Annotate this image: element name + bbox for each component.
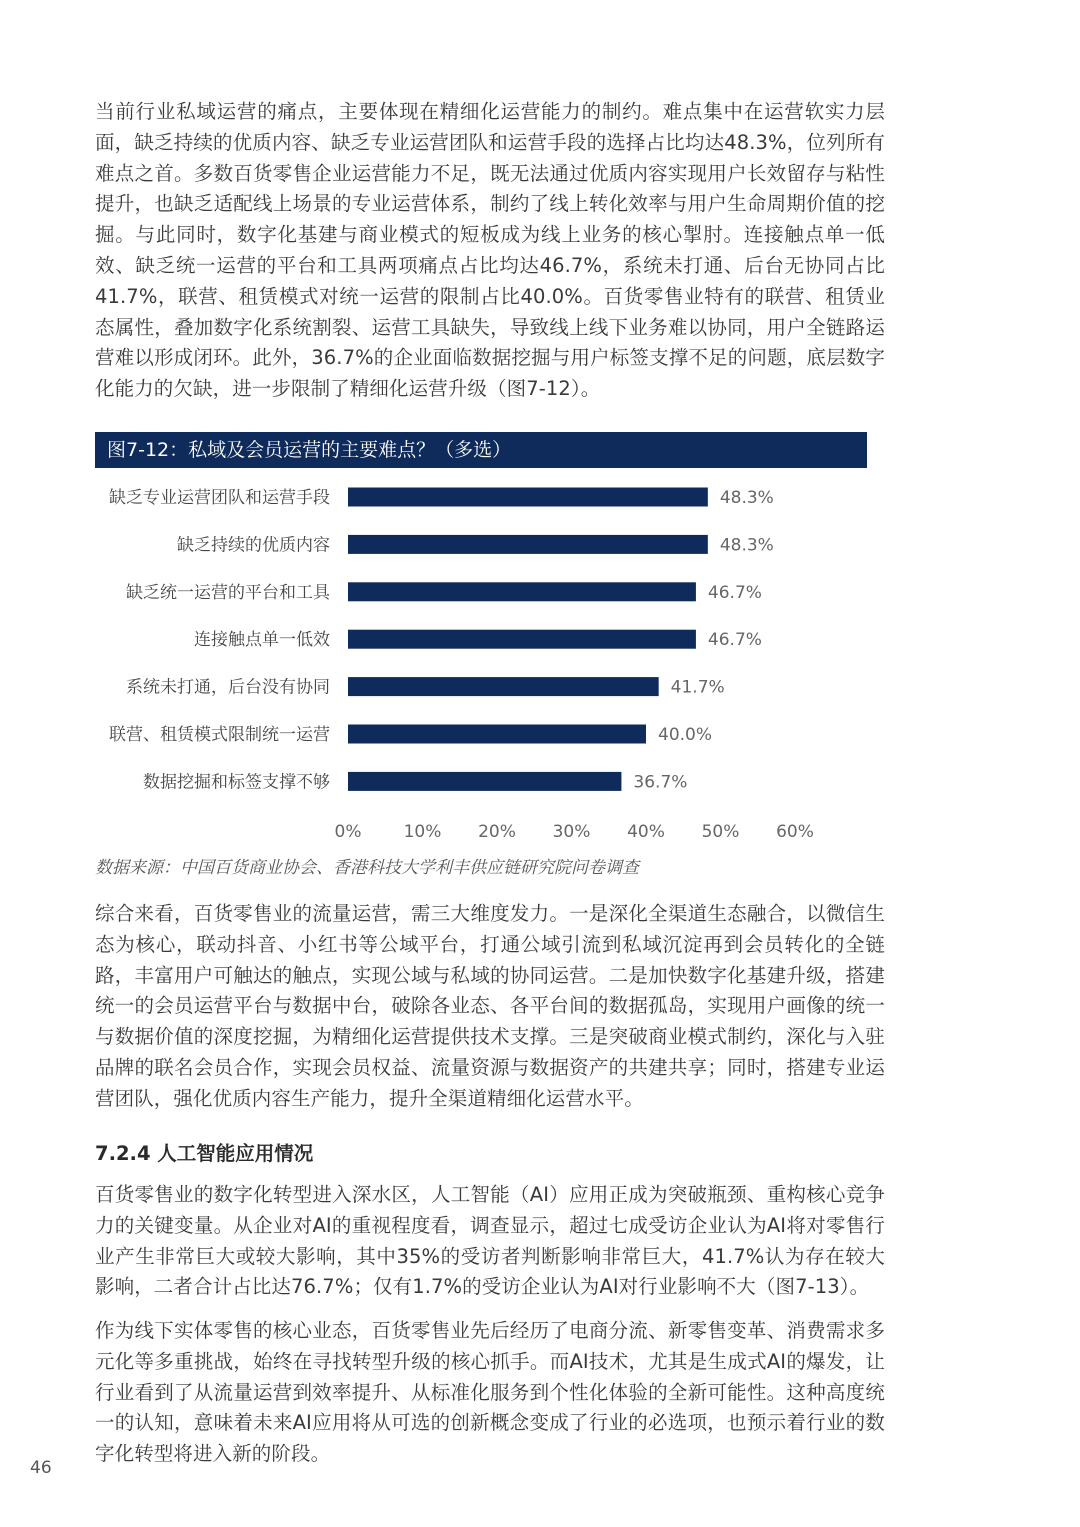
section-heading: 7.2.4 人工智能应用情况	[95, 1142, 314, 1165]
category-label: 缺乏持续的优质内容	[177, 535, 330, 556]
bar	[348, 535, 708, 554]
x-tick-label: 60%	[776, 822, 814, 842]
x-tick-label: 20%	[478, 822, 516, 842]
bar-value-label: 41.7%	[670, 677, 725, 698]
intro-paragraph: 当前行业私域运营的痛点，主要体现在精细化运营能力的制约。难点集中在运营软实力层面，缺乏持续的优质内容、缺乏专业运营团队和运营手段的选择占比均达48.3%，位列所有难点之首。多数百货零售企业运营能力不足，既无法通过优质内容实现用户长效留存与粘性提升，也缺乏适配线上场景的专业运营体系，制约了线上转化效率与用户生命周期价值的挖掘。与此同时，数字化基建与商业模式的短板成为线上业务的核心掣肘。连接触点单一低效、缺乏统一运营的平台和工具两项痛点占比均达46.7%，系统未打通、后台无协同占比41.7%，联营、租赁模式对统一运营的限制占比40.0%。百货零售业特有的联营、租赁业态属性，叠加数字化系统割裂、运营工具缺失，导致线上线下业务难以协同，用户全链路运营难以形成闭环。此外，36.7%的企业面临数据挖掘与用户标签支撑不足的问题，底层数字化能力的欠缺，进一步限制了精细化运营升级（图7-12）。	[95, 100, 885, 401]
ai-paragraph-1: 百货零售业的数字化转型进入深水区，人工智能（AI）应用正成为突破瓶颈、重构核心竞争力的关键变量。从企业对AI的重视程度看，调查显示，超过七成受访企业认为AI将对零售行业产生非常巨大或较大影响，其中35%的受访者判断影响非常巨大，41.7%认为存在较大影响，二者合计占比达76.7%；仅有1.7%的受访企业认为AI对行业影响不大（图7-13）。	[95, 1183, 885, 1299]
x-tick-label: 30%	[552, 822, 591, 842]
x-tick-label: 40%	[627, 822, 665, 842]
bar-value-label: 48.3%	[719, 535, 774, 556]
x-tick-label: 50%	[701, 822, 740, 842]
bar	[348, 488, 708, 507]
bar-value-label: 46.7%	[707, 630, 762, 651]
bar	[348, 772, 621, 791]
category-label: 缺乏专业运营团队和运营手段	[109, 488, 330, 508]
bar-value-label: 46.7%	[707, 582, 762, 603]
category-label: 连接触点单一低效	[194, 630, 330, 651]
x-tick-label: 10%	[403, 822, 442, 842]
category-label: 联营、租赁模式限制统一运营	[109, 725, 330, 745]
bar	[348, 630, 696, 649]
category-label: 系统未打通，后台没有协同	[126, 677, 330, 698]
page-number: 46	[30, 1458, 52, 1478]
bar	[348, 582, 696, 601]
bar-value-label: 40.0%	[658, 725, 713, 745]
bar	[348, 677, 659, 696]
bar-value-label: 36.7%	[633, 772, 688, 793]
summary-paragraph: 综合来看，百货零售业的流量运营，需三大维度发力。一是深化全渠道生态融合，以微信生态为核心，联动抖音、小红书等公域平台，打通公域引流到私域沉淀再到会员转化的全链路，丰富用户可触达的触点，实现公域与私域的协同运营。二是加快数字化基建升级，搭建统一的会员运营平台与数据中台，破除各业态、各平台间的数据孤岛，实现用户画像的统一与数据价值的深度挖掘，为精细化运营提供技术支撑。三是突破商业模式制约，深化与入驻品牌的联名会员合作，实现会员权益、流量资源与数据资产的共建共享；同时，搭建专业运营团队，强化优质内容生产能力，提升全渠道精细化运营水平。	[95, 902, 885, 1110]
category-label: 缺乏统一运营的平台和工具	[126, 582, 330, 603]
category-label: 数据挖掘和标签支撑不够	[143, 772, 330, 793]
figure-source: 数据来源：中国百货商业协会、香港科技大学利丰供应链研究院问卷调查	[95, 858, 639, 878]
figure-title: 图7-12：私域及会员运营的主要难点？（多选）	[95, 432, 867, 468]
bar-value-label: 48.3%	[719, 488, 774, 508]
bar	[348, 725, 646, 744]
x-tick-label: 0%	[334, 822, 362, 842]
bar-chart	[0, 470, 1080, 850]
ai-paragraph-2: 作为线下实体零售的核心业态，百货零售业先后经历了电商分流、新零售变革、消费需求多元化等多重挑战，始终在寻找转型升级的核心抓手。而AI技术，尤其是生成式AI的爆发，让行业看到了从流量运营到效率提升、从标准化服务到个性化体验的全新可能性。这种高度统一的认知，意味着未来AI应用将从可选的创新概念变成了行业的必选项，也预示着行业的数字化转型将进入新的阶段。	[95, 1319, 885, 1466]
